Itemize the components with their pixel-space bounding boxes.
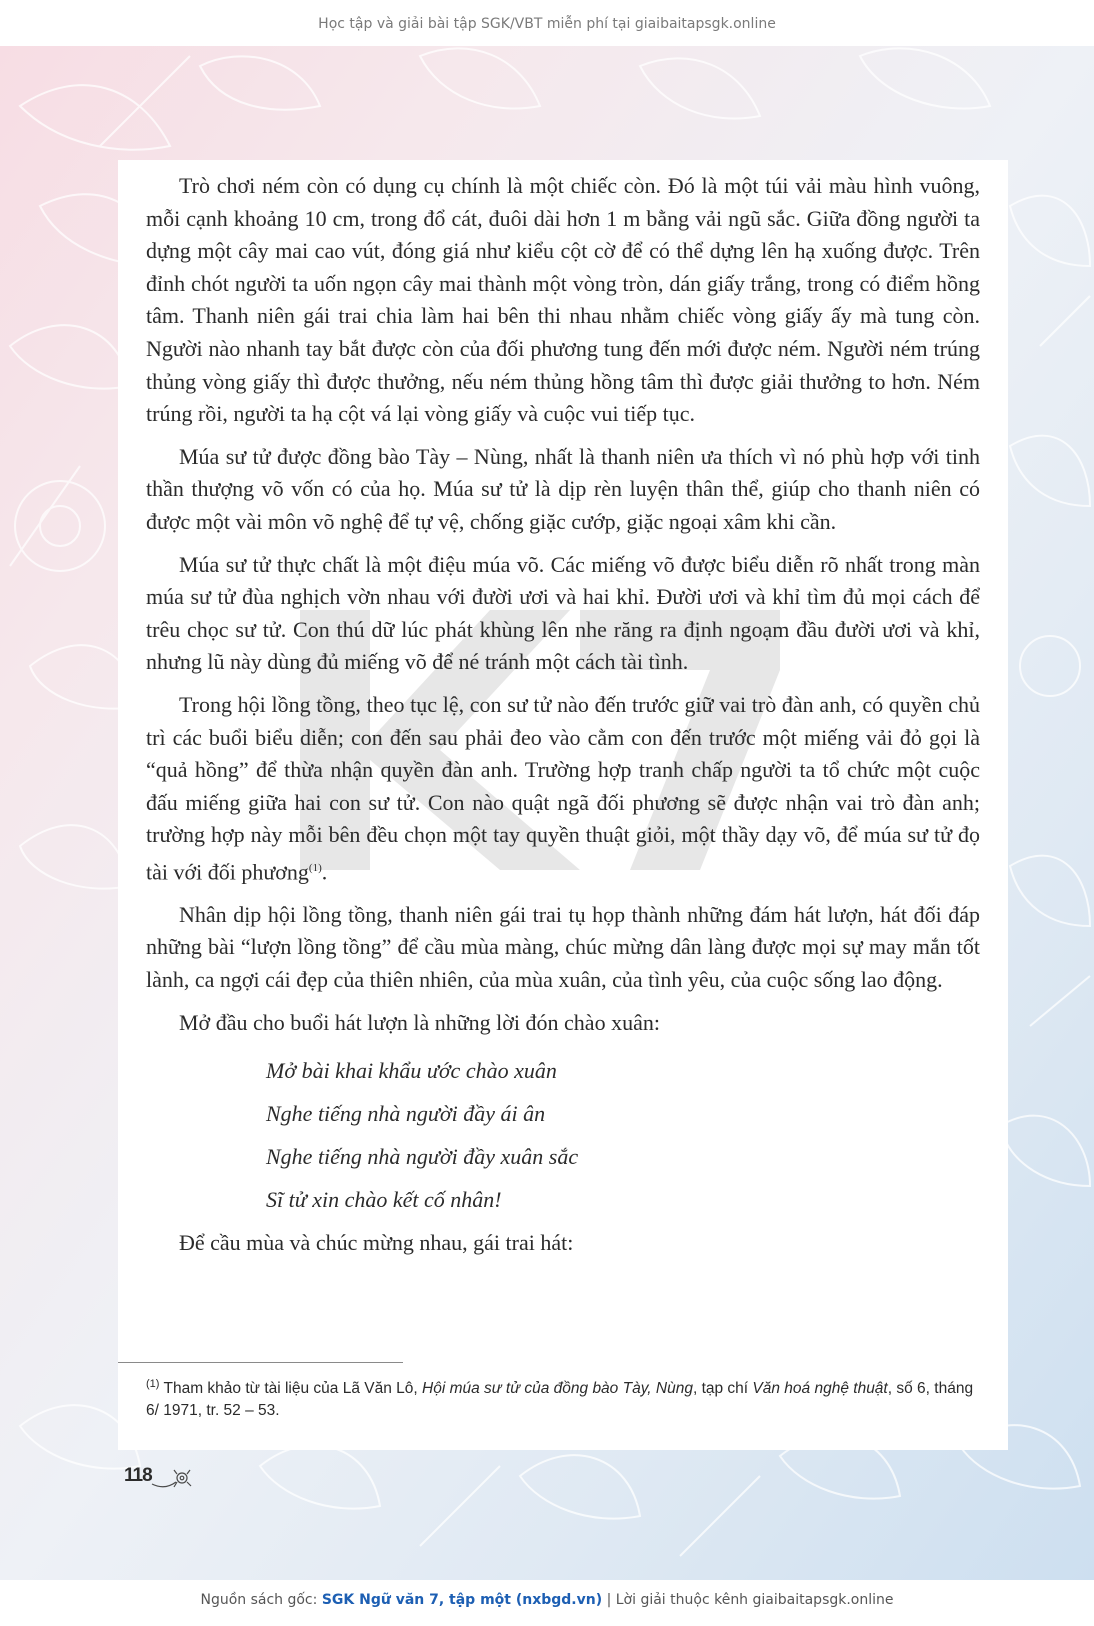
- footnote-reference[interactable]: (1): [308, 861, 322, 874]
- top-banner-text: Học tập và giải bài tập SGK/VBT miễn phí tại giaibaitapsgk.online: [318, 16, 776, 32]
- body-text: [146, 170, 980, 1270]
- footnote-title: Hội múa sư tử của đồng bào Tày, Nùng: [422, 1380, 693, 1398]
- footnote-marker: (1): [146, 1378, 160, 1390]
- paragraph-lion-hierarchy-text: Trong hội lồng tồng, theo tục lệ, con sư tử nào đến trước giữ vai trò đàn anh, có quyền chủ trì các buổi biểu diễn; con đến sau phải đeo vào cằm con đến trước một miếng vải đỏ gọi là “quả hồng” để thừa nhận quyền đàn anh. Trường hợp tranh chấp người ta tổ chức một cuộc đấu miếng giữa hai con sư tử. Con nào quật ngã đối phương sẽ được nhận vai trò đàn anh; trường hợp này mỗi bên đều chọn một tay quyền thuật giỏi, một thầy dạy võ, để múa sư tử đọ tài với đối phương: [146, 691, 980, 885]
- poem-line: Nghe tiếng nhà người đầy ái ân: [266, 1101, 546, 1127]
- paragraph-hat-luon: Nhân dịp hội lồng tồng, thanh niên gái trai tụ họp thành những đám hát lượn, hát đối đáp những bài “lượn lồng tồng” để cầu mùa màng, chúc mừng dân làng được mọi sự may mắn tốt lành, ca ngợi cái đẹp của thiên nhiên, của mùa xuân, của tình yêu, của cuộc sống lao động.: [146, 901, 980, 992]
- footnote-journal: Văn hoá nghệ thuật: [752, 1380, 888, 1398]
- footnote-divider: [118, 1362, 403, 1363]
- footer-prefix: Nguồn sách gốc:: [200, 1592, 322, 1608]
- footnote-text-middle: , tạp chí: [692, 1380, 753, 1398]
- flower-ornament-icon: [150, 1468, 198, 1490]
- paragraph-lion-hierarchy: [146, 689, 980, 889]
- paragraph-closing: Để cầu mùa và chúc mừng nhau, gái trai hát:: [179, 1230, 574, 1256]
- poem-line: Sĩ tử xin chào kết cố nhân!: [266, 1187, 502, 1213]
- page-number: 118: [124, 1465, 152, 1486]
- book-source-link[interactable]: SGK Ngữ văn 7, tập một (nxbgd.vn): [321, 1592, 603, 1608]
- poem: [146, 1049, 980, 1221]
- paragraph-lion-dance-martial: Múa sư tử thực chất là một điệu múa võ. Các miếng võ được biểu diễn rõ nhất trong màn múa sư tử đùa nghịch vờn nhau với đười ươi và hai khỉ. Đười ươi và khỉ tìm đủ mọi cách để trêu chọc sư tử. Con thú dữ lúc phát khùng lên nhe răng ra định ngoạm đầu đười ươi và khỉ, nhưng lũ này dùng đủ miếng võ để né tránh một cách tài tình.: [146, 551, 980, 675]
- paragraph-lion-dance-intro: Múa sư tử được đồng bào Tày – Nùng, nhất là thanh niên ưa thích vì nó phù hợp với tinh thần thượng võ vốn có của họ. Múa sư tử là dịp rèn luyện thân thể, giúp cho thanh niên có được một vài môn võ nghệ để tự vệ, chống giặc cướp, giặc ngoại xâm khi cần.: [146, 443, 980, 534]
- paragraph-poem-intro: Mở đầu cho buổi hát lượn là những lời đón chào xuân:: [179, 1009, 660, 1035]
- paragraph-end-punctuation: .: [321, 859, 328, 885]
- poem-line: Mở bài khai khẩu ước chào xuân: [266, 1058, 557, 1084]
- footnote-text-after: , số 6, tháng 6/ 1971, tr. 52 – 53.: [146, 1380, 974, 1420]
- top-banner: [0, 0, 1094, 46]
- bottom-banner: [0, 1580, 1094, 1626]
- poem-line: Nghe tiếng nhà người đầy xuân sắc: [266, 1144, 579, 1170]
- footnote-text-before: Tham khảo từ tài liệu của Lã Văn Lô,: [159, 1380, 423, 1398]
- paragraph-con-game: Trò chơi ném còn có dụng cụ chính là một chiếc còn. Đó là một túi vải màu hình vuông, mỗi cạnh khoảng 10 cm, trong đổ cát, đuôi dài hơn 1 m bằng vải ngũ sắc. Giữa đồng người ta dựng một cây mai cao vút, đóng giá như kiểu cột cờ để có thể dựng lên hạ xuống được. Trên đỉnh chót người ta uốn ngọn cây mai thành một vòng tròn, dán giấy trắng, trong có điểm hồng tâm. Thanh niên gái trai chia làm hai bên thi nhau nhằm chiếc vòng giấy ấy mà tung còn. Người nào nhanh tay bắt được còn của đối phương tung đến mới được ném. Người ném trúng thủng vòng giấy thì được thưởng, nếu ném thủng hồng tâm thì được giải thưởng to hơn. Ném trúng rồi, người ta hạ cột vá lại vòng giấy và cuộc vui tiếp tục.: [146, 173, 980, 427]
- footnote: [146, 1373, 980, 1422]
- footer-suffix: | Lời giải thuộc kênh giaibaitapsgk.online: [602, 1592, 894, 1608]
